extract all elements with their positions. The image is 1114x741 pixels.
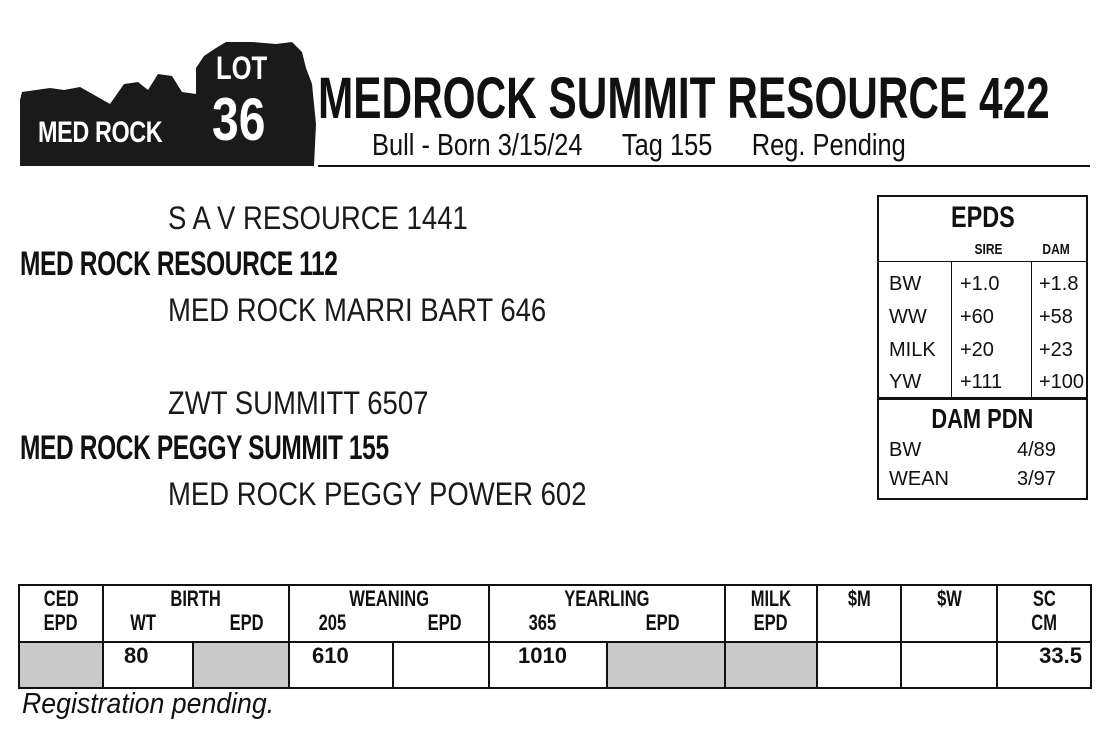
sm-header: $M: [817, 585, 901, 642]
weaning-205-cell: 610: [289, 642, 393, 688]
dam-pdn-title: DAM PDN: [931, 403, 1034, 434]
epd-label: YW: [889, 371, 922, 393]
birth-header: BIRTH WT EPD: [103, 585, 289, 642]
epd-row: [879, 365, 1086, 397]
weaning-header: WEANING 205 EPD: [289, 585, 489, 642]
sire-sire: S A V RESOURCE 1441: [168, 200, 468, 236]
dam-dam: MED ROCK PEGGY POWER 602: [168, 476, 587, 512]
logo-brand-text: MED ROCK: [38, 116, 163, 149]
epd-label: MILK: [889, 339, 936, 361]
epd-sire-value: +60: [960, 306, 994, 328]
pdn-label: WEAN: [889, 468, 949, 490]
epd-dam-value: +1.8: [1039, 273, 1079, 295]
epd-dam-value: +23: [1039, 339, 1073, 361]
epd-sire-value: +111: [960, 371, 1003, 393]
epd-box: [877, 195, 1088, 500]
pdn-row: [889, 468, 1079, 491]
lot-logo: [20, 40, 316, 166]
footnote: Registration pending.: [22, 688, 275, 720]
pdn-value: 3/97: [1017, 468, 1056, 490]
ced-header: CED EPD: [19, 585, 103, 642]
epd-sire-value: +1.0: [960, 273, 1000, 295]
yearling-365-cell: 1010: [489, 642, 607, 688]
sex-born: Bull - Born 3/15/24: [372, 127, 583, 162]
epd-dam-value: +58: [1039, 306, 1073, 328]
epd-divider: [879, 261, 1086, 262]
epd-label: WW: [889, 306, 927, 328]
milk-epd-cell: [725, 642, 817, 688]
milk-header: MILK EPD: [725, 585, 817, 642]
sw-cell: [901, 642, 997, 688]
yearling-epd-cell: [607, 642, 725, 688]
table-header-row: [19, 585, 1091, 642]
epd-col-dam: DAM: [1042, 241, 1070, 258]
dam: MED ROCK PEGGY SUMMIT 155: [20, 429, 389, 467]
epd-sire-value: +20: [960, 339, 994, 361]
tag-number: Tag 155: [621, 127, 713, 162]
sw-header: $W: [901, 585, 997, 642]
weaning-epd-cell: [393, 642, 489, 688]
epd-title: EPDS: [950, 201, 1015, 234]
epd-row: [879, 300, 1086, 332]
table-row: [19, 642, 1091, 688]
logo-lot-label: LOT: [216, 50, 268, 86]
performance-table: [18, 584, 1090, 676]
birth-epd-cell: [193, 642, 289, 688]
epd-row: [879, 333, 1086, 365]
pdn-label: BW: [889, 439, 922, 461]
epd-dam-value: +100: [1039, 371, 1085, 393]
pdn-value: 4/89: [1017, 439, 1056, 461]
sm-cell: [817, 642, 901, 688]
epd-row: [879, 267, 1086, 299]
header-rule: [318, 165, 1090, 167]
animal-details: [372, 127, 945, 163]
birth-wt-cell: 80: [103, 642, 193, 688]
ced-epd-cell: [19, 642, 103, 688]
registration-status: Reg. Pending: [751, 127, 906, 162]
epd-label: BW: [889, 273, 922, 295]
pdn-divider: [879, 397, 1086, 400]
sc-header: SC CM: [997, 585, 1091, 642]
epd-col-sire: SIRE: [974, 241, 1003, 258]
pdn-row: [889, 439, 1079, 462]
sc-cm-cell: 33.5: [997, 642, 1091, 688]
yearling-header: YEARLING 365 EPD: [489, 585, 725, 642]
dam-sire: ZWT SUMMITT 6507: [168, 385, 429, 421]
logo-lot-number: 36: [212, 86, 266, 153]
animal-name: MEDROCK SUMMIT RESOURCE 422: [318, 66, 1050, 131]
sire-dam: MED ROCK MARRI BART 646: [168, 292, 547, 328]
sire: MED ROCK RESOURCE 112: [20, 245, 338, 283]
